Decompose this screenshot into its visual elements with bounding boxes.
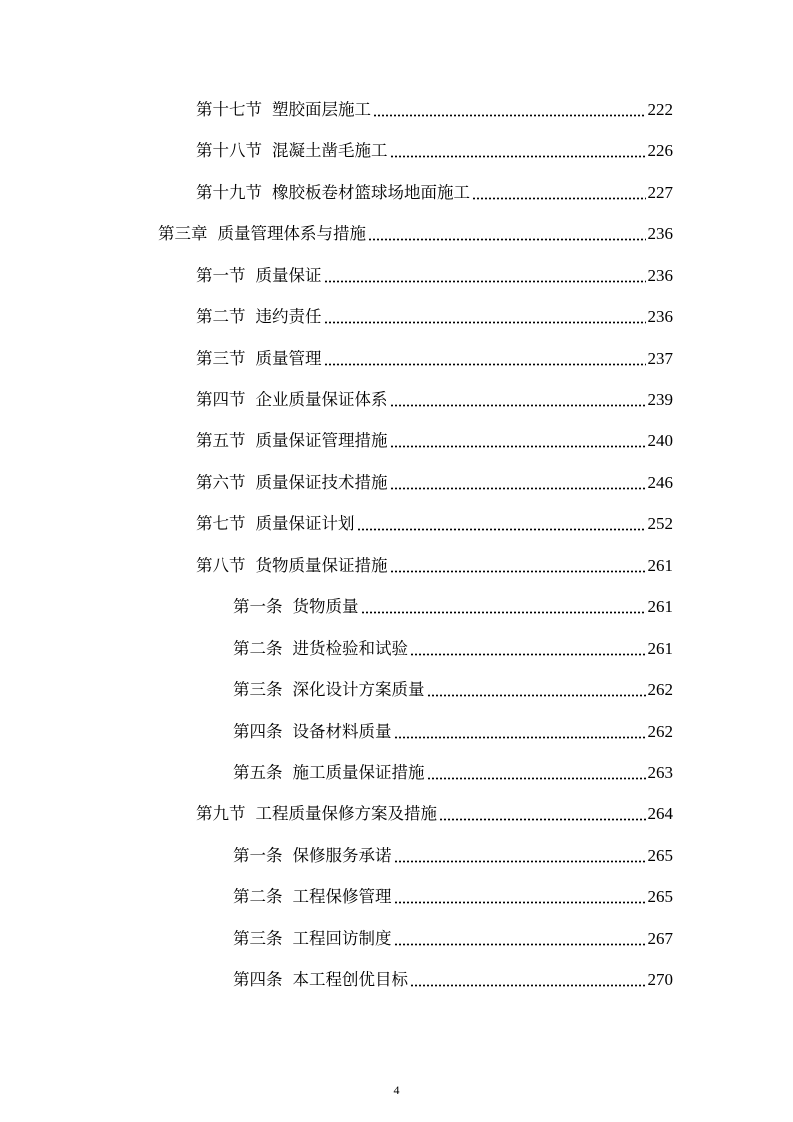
toc-entry-title: 进货检验和试验: [292, 639, 408, 658]
toc-entry-label: 第六节: [196, 473, 246, 492]
dot-leader: [373, 114, 646, 117]
toc-entry-page: 236: [647, 266, 673, 285]
dot-leader: [394, 901, 646, 904]
toc-entry-page: 267: [647, 929, 673, 948]
toc-entry-title: 塑胶面层施工: [272, 100, 371, 119]
toc-entry-title: 质量管理: [255, 349, 322, 368]
toc-entry-section[interactable]: [196, 802, 673, 826]
toc-entry-page: 237: [647, 349, 673, 368]
toc-entry-page: 262: [647, 722, 673, 741]
toc-entry-section[interactable]: [196, 388, 673, 412]
toc-entry-label: 第九节: [196, 804, 246, 823]
dot-leader: [427, 694, 646, 697]
toc-entry-label: 第一节: [196, 266, 246, 285]
dot-leader: [390, 487, 646, 490]
toc-entry-label: 第二节: [196, 307, 246, 326]
toc-entry-title: 深化设计方案质量: [292, 680, 425, 699]
toc-entry-title: 货物质量: [292, 597, 359, 616]
toc-entry-label: 第三节: [196, 349, 246, 368]
toc-entry-section[interactable]: [196, 471, 673, 495]
toc-entry-title: 本工程创优目标: [292, 970, 408, 989]
dot-leader: [368, 238, 646, 241]
toc-entry-article[interactable]: [233, 885, 673, 909]
toc-entry-page: 261: [647, 597, 673, 616]
toc-entry-title: 质量保证管理措施: [255, 431, 388, 450]
toc-entry-section[interactable]: [196, 429, 673, 453]
toc-entry-article[interactable]: [233, 844, 673, 868]
toc-entry-page: 262: [647, 680, 673, 699]
toc-entry-section[interactable]: [196, 512, 673, 536]
dot-leader: [390, 404, 646, 407]
toc-entry-article[interactable]: [233, 720, 673, 744]
toc-entry-label: 第七节: [196, 514, 246, 533]
toc-entry-chapter[interactable]: [158, 222, 673, 246]
dot-leader: [427, 777, 646, 780]
toc-entry-label: 第一条: [233, 846, 283, 865]
toc-entry-page: 263: [647, 763, 673, 782]
toc-entry-title: 设备材料质量: [292, 722, 392, 741]
toc-entry-article[interactable]: [233, 595, 673, 619]
toc-entry-title: 施工质量保证措施: [292, 763, 425, 782]
toc-entry-section[interactable]: [196, 264, 673, 288]
toc-entry-page: 239: [647, 390, 673, 409]
toc-entry-label: 第三条: [233, 680, 283, 699]
toc-entry-title: 质量保证计划: [255, 514, 355, 533]
toc-entry-title: 混凝土凿毛施工: [272, 141, 388, 160]
dot-leader: [390, 570, 646, 573]
toc-entry-label: 第十七节: [196, 100, 262, 119]
toc-entry-page: 252: [647, 514, 673, 533]
toc-entry-page: 236: [647, 307, 673, 326]
dot-leader: [394, 736, 646, 739]
toc-entry-page: 261: [647, 556, 673, 575]
toc-entry-title: 违约责任: [255, 307, 322, 326]
toc-entry-article[interactable]: [233, 927, 673, 951]
dot-leader: [390, 155, 646, 158]
dot-leader: [361, 611, 646, 614]
toc-entry-label: 第四条: [233, 970, 283, 989]
toc-entry-article[interactable]: [233, 637, 673, 661]
page-number: 4: [393, 1083, 400, 1097]
toc-entry-label: 第二条: [233, 887, 283, 906]
toc-entry-label: 第十九节: [196, 183, 262, 202]
toc-entry-page: 240: [647, 431, 673, 450]
dot-leader: [439, 818, 646, 821]
toc-entry-section[interactable]: [196, 554, 673, 578]
toc-entry-title: 保修服务承诺: [292, 846, 392, 865]
dot-leader: [472, 197, 646, 200]
toc-entry-label: 第八节: [196, 556, 246, 575]
toc-entry-section[interactable]: [196, 181, 673, 205]
toc-entry-label: 第五条: [233, 763, 283, 782]
toc-entry-label: 第四条: [233, 722, 283, 741]
toc-entry-label: 第四节: [196, 390, 246, 409]
toc-entry-title: 企业质量保证体系: [255, 390, 388, 409]
toc-entry-section[interactable]: [196, 305, 673, 329]
toc-entry-label: 第三章: [158, 224, 208, 243]
dot-leader: [390, 445, 646, 448]
toc-entry-page: 264: [647, 804, 673, 823]
dot-leader: [324, 280, 646, 283]
toc-entry-label: 第三条: [233, 929, 283, 948]
toc-entry-article[interactable]: [233, 761, 673, 785]
toc-entry-title: 质量保证技术措施: [255, 473, 388, 492]
toc-entry-title: 质量保证: [255, 266, 322, 285]
toc-entry-label: 第二条: [233, 639, 283, 658]
toc-entry-label: 第一条: [233, 597, 283, 616]
toc-entry-title: 工程回访制度: [292, 929, 392, 948]
toc-entry-title: 质量管理体系与措施: [217, 224, 366, 243]
toc-entry-page: 265: [647, 887, 673, 906]
toc-entry-page: 265: [647, 846, 673, 865]
toc-entry-title: 工程保修管理: [292, 887, 392, 906]
dot-leader: [410, 653, 646, 656]
toc-entry-title: 橡胶板卷材篮球场地面施工: [272, 183, 470, 202]
toc-entry-page: 227: [647, 183, 673, 202]
toc-entry-page: 246: [647, 473, 673, 492]
dot-leader: [394, 943, 646, 946]
toc-entry-page: 226: [647, 141, 673, 160]
dot-leader: [410, 984, 646, 987]
dot-leader: [394, 860, 646, 863]
toc-entry-page: 270: [647, 970, 673, 989]
toc-entry-section[interactable]: [196, 98, 673, 122]
toc-entry-article[interactable]: [233, 968, 673, 992]
dot-leader: [357, 528, 646, 531]
toc-entry-label: 第五节: [196, 431, 246, 450]
dot-leader: [324, 321, 646, 324]
toc-entry-page: 236: [647, 224, 673, 243]
toc-entry-article[interactable]: [233, 678, 673, 702]
toc-entry-label: 第十八节: [196, 141, 262, 160]
dot-leader: [324, 363, 646, 366]
toc-entry-title: 工程质量保修方案及措施: [255, 804, 437, 823]
toc-entry-page: 222: [647, 100, 673, 119]
toc-entry-page: 261: [647, 639, 673, 658]
toc-entry-section[interactable]: [196, 347, 673, 371]
toc-entry-section[interactable]: [196, 139, 673, 163]
toc-entry-title: 货物质量保证措施: [255, 556, 388, 575]
